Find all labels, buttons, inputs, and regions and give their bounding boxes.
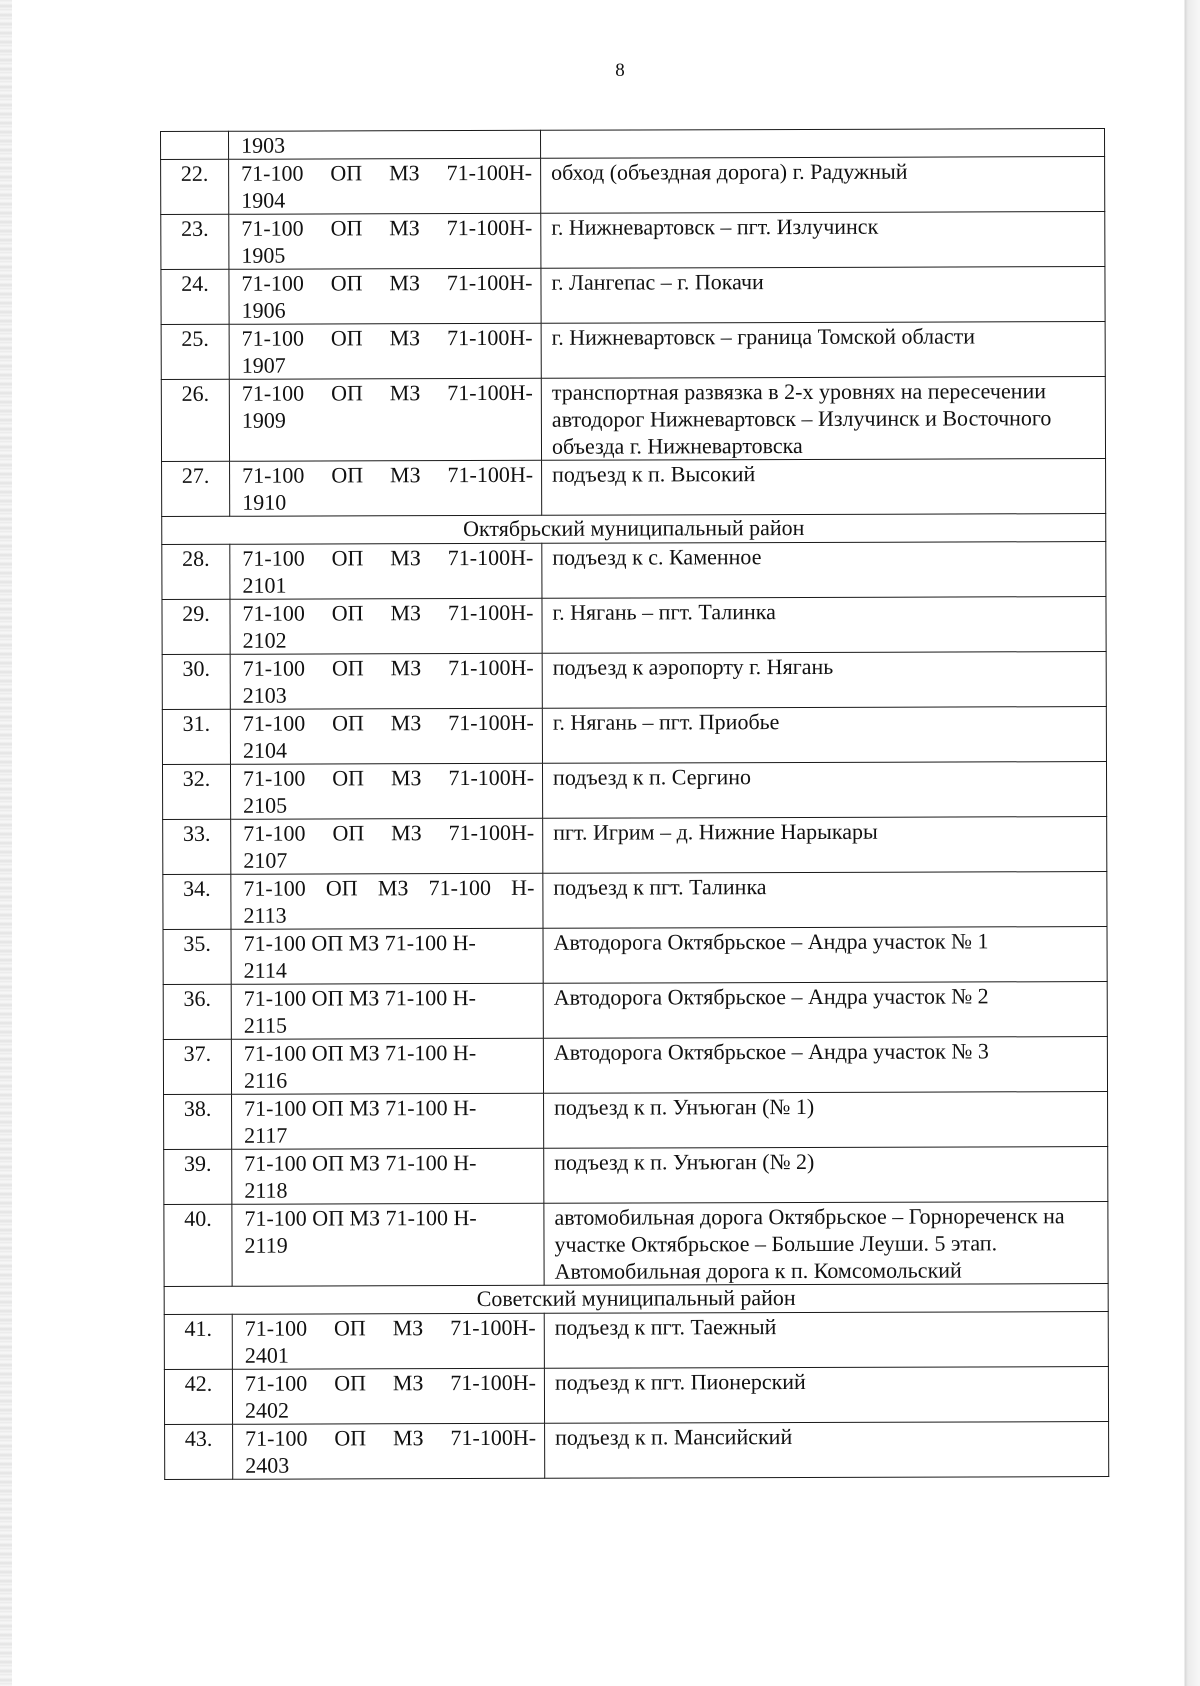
- road-code: [229, 158, 541, 214]
- road-code-part: МЗ: [390, 765, 422, 791]
- road-code-line2: 2115: [243, 1012, 288, 1038]
- table-row: [163, 1037, 1107, 1095]
- road-code-part: 71-100: [245, 1425, 308, 1451]
- road-code-part: 71-100: [241, 325, 305, 351]
- road-code-part: 71-100: [242, 600, 305, 626]
- road-code: [230, 543, 542, 599]
- road-code-line2: 2116: [243, 1067, 288, 1093]
- road-code: [231, 983, 543, 1039]
- road-code-part: 71-100Н-: [450, 1424, 537, 1451]
- table-row: [161, 322, 1105, 380]
- section-row-sovetsky: [164, 1284, 1108, 1315]
- row-number: 29.: [162, 599, 230, 654]
- table-row: [164, 1312, 1108, 1370]
- road-code-part: ОП: [332, 820, 365, 846]
- road-code-part: МЗ: [389, 215, 420, 241]
- road-code-part: 71-100Н-: [448, 709, 534, 736]
- road-code-part: 71-100Н-: [448, 654, 534, 681]
- road-code: [232, 1203, 544, 1286]
- road-code: [230, 708, 542, 764]
- table-row: [162, 762, 1106, 820]
- road-code-part: 71-100Н-: [447, 379, 533, 406]
- road-description: подъезд к п. Унъюган (№ 2): [544, 1147, 1108, 1204]
- road-description: Автодорога Октябрьское – Андра участок № 2: [543, 982, 1107, 1039]
- row-number: 28.: [162, 544, 230, 599]
- road-code-line1: 71-100 ОП МЗ 71-100 Н-: [244, 1205, 477, 1231]
- road-code-part: ОП: [331, 462, 364, 488]
- table-row: [161, 157, 1105, 215]
- road-description: подъезд к п. Сергино: [542, 762, 1106, 819]
- road-code: [230, 653, 542, 709]
- road-description: автомобильная дорога Октябрьское – Горнореченск на участке Октябрьское – Большие Леуши. 5 этап. Автомобильная дорога к п. Комсомольский: [544, 1202, 1108, 1286]
- road-code-part: МЗ: [392, 1425, 424, 1451]
- scan-edge-right: [1154, 0, 1200, 1686]
- row-number: 33.: [163, 819, 231, 874]
- road-description: обход (объездная дорога) г. Радужный: [541, 157, 1105, 214]
- scan-edge-left: [0, 0, 12, 1686]
- road-code-part: ОП: [332, 710, 364, 736]
- road-code-line2: 2113: [243, 902, 287, 928]
- table-row: [163, 817, 1107, 875]
- road-code-part: 71-100Н-: [446, 159, 533, 186]
- table-row: [161, 267, 1105, 325]
- road-code-line2: 2119: [244, 1232, 288, 1258]
- row-number: 42.: [164, 1369, 232, 1424]
- road-code: [231, 873, 543, 929]
- road-code-part: 71-100: [241, 380, 305, 406]
- road-code-part: 71-100Н-: [447, 461, 534, 488]
- road-code: [229, 213, 541, 269]
- road-code-line2: 1909: [241, 407, 286, 433]
- table-row: [162, 652, 1106, 710]
- road-code-line1: 71-100 ОП МЗ 71-100 Н-: [244, 1150, 477, 1176]
- road-code-part: 71-100: [242, 710, 306, 736]
- table-row: [162, 542, 1106, 600]
- road-description: Автодорога Октябрьское – Андра участок № 1: [543, 927, 1107, 984]
- road-description: подъезд к п. Унъюган (№ 1): [544, 1092, 1108, 1149]
- table-row: [161, 212, 1105, 270]
- table-row: [165, 1422, 1109, 1480]
- road-code-part: 71-100Н-: [447, 544, 534, 571]
- road-code: [229, 130, 541, 159]
- road-code-part: МЗ: [377, 875, 409, 901]
- road-code-line1: [245, 1424, 536, 1452]
- table-row: [162, 459, 1106, 517]
- page-number: 8: [615, 60, 625, 81]
- road-code-line1: 71-100 ОП МЗ 71-100 Н-: [243, 985, 476, 1011]
- road-description: г. Нягань – пгт. Приобье: [542, 707, 1106, 764]
- road-code-part: МЗ: [391, 820, 422, 846]
- road-code-part: МЗ: [389, 462, 421, 488]
- road-code-line2: 1907: [241, 352, 286, 378]
- road-code-part: 71-100: [241, 270, 304, 296]
- road-code-part: 71-100: [241, 160, 304, 186]
- road-description: подъезд к пгт. Талинка: [543, 872, 1107, 929]
- road-code-part: ОП: [332, 765, 365, 791]
- table-row: [164, 1367, 1108, 1425]
- road-description: подъезд к п. Высокий: [542, 459, 1106, 516]
- row-number: 25.: [161, 324, 229, 379]
- road-code-part: МЗ: [389, 325, 421, 351]
- road-code-part: 71-100Н-: [448, 819, 535, 846]
- road-code-line2: 2102: [242, 627, 287, 653]
- road-description: [540, 129, 1104, 159]
- road-code-line2: 2401: [244, 1342, 289, 1368]
- road-code-line2: 1903: [241, 132, 286, 158]
- road-code-line1: [241, 269, 532, 297]
- road-description: подъезд к с. Каменное: [542, 542, 1106, 599]
- section-heading: Советский муниципальный район: [164, 1284, 1108, 1315]
- row-number: 35.: [163, 929, 231, 984]
- road-code-part: 71-100: [242, 545, 305, 571]
- road-code-part: ОП: [331, 380, 363, 406]
- row-number: 36.: [163, 984, 231, 1039]
- table-row: [162, 597, 1106, 655]
- road-code-part: 71-100: [243, 820, 306, 846]
- road-code-line1: [243, 764, 534, 792]
- road-code-line1: [242, 544, 533, 572]
- road-code-line2: 2104: [242, 737, 287, 763]
- row-number: 26.: [161, 379, 229, 461]
- road-code-part: ОП: [330, 325, 363, 351]
- road-code-line1: [242, 461, 533, 489]
- road-code-part: 71-100Н-: [447, 324, 533, 351]
- road-description: подъезд к пгт. Таежный: [544, 1312, 1108, 1369]
- table-row: [163, 872, 1107, 930]
- road-code-part: 71-100: [428, 874, 492, 901]
- road-code-line2: 2118: [244, 1177, 288, 1203]
- road-code-line2: 2114: [243, 957, 287, 983]
- table-row: [163, 982, 1107, 1040]
- road-code-part: ОП: [334, 1370, 366, 1396]
- road-code-part: Н-: [511, 874, 535, 900]
- road-code-part: 71-100: [243, 875, 306, 901]
- road-code-line2: 2402: [244, 1397, 290, 1423]
- row-number: 41.: [164, 1314, 232, 1369]
- road-code: [233, 1423, 545, 1479]
- road-code-part: ОП: [330, 160, 363, 186]
- road-code-part: ОП: [334, 1425, 367, 1451]
- road-code-part: МЗ: [390, 710, 422, 736]
- row-number: [161, 131, 229, 159]
- roads-table: [160, 128, 1109, 1480]
- road-code-line1: [243, 709, 534, 737]
- road-code-part: МЗ: [389, 160, 420, 186]
- table-row: [164, 1147, 1108, 1205]
- road-code: [230, 460, 542, 516]
- row-number: 40.: [164, 1204, 232, 1286]
- road-code-line1: 71-100 ОП МЗ 71-100 Н-: [243, 1040, 477, 1066]
- road-code-line1: [243, 874, 534, 902]
- road-code-part: МЗ: [392, 1315, 424, 1341]
- road-description: подъезд к п. Мансийский: [545, 1422, 1109, 1479]
- road-code-part: ОП: [330, 270, 363, 296]
- table-row: [162, 707, 1106, 765]
- road-code-line1: 71-100 ОП МЗ 71-100 Н-: [244, 1095, 477, 1121]
- road-code-part: ОП: [331, 600, 364, 626]
- road-code-line1: [242, 599, 533, 627]
- road-code-line1: [241, 214, 532, 242]
- road-code-part: МЗ: [389, 380, 421, 406]
- road-code: [230, 598, 542, 654]
- road-code: [232, 1313, 544, 1369]
- road-code-part: ОП: [325, 875, 358, 901]
- row-number: 37.: [163, 1039, 231, 1094]
- road-code-part: МЗ: [389, 270, 421, 296]
- row-number: 43.: [165, 1424, 233, 1479]
- row-number: 32.: [162, 764, 230, 819]
- road-description: г. Лангепас – г. Покачи: [541, 267, 1105, 324]
- table-row: [164, 1092, 1108, 1150]
- row-number: 31.: [162, 709, 230, 764]
- road-code: [232, 1368, 544, 1424]
- road-code-line2: 1910: [242, 489, 287, 515]
- road-code-line1: [241, 159, 532, 187]
- row-number: 27.: [162, 461, 230, 516]
- road-code: [231, 928, 543, 984]
- road-description: г. Нижневартовск – пгт. Излучинск: [541, 212, 1105, 269]
- road-code-part: 71-100Н-: [446, 269, 533, 296]
- road-code-part: 71-100: [242, 462, 305, 488]
- road-description: подъезд к аэропорту г. Нягань: [542, 652, 1106, 709]
- road-code-part: 71-100Н-: [448, 764, 535, 791]
- road-description: подъезд к пгт. Пионерский: [544, 1367, 1108, 1424]
- road-code: [230, 763, 542, 819]
- table-row-continuation: [161, 129, 1105, 160]
- road-code: [229, 378, 541, 461]
- road-code-part: 71-100Н-: [450, 1314, 536, 1341]
- road-code-part: МЗ: [390, 545, 421, 571]
- road-code: [229, 323, 541, 379]
- road-code-part: ОП: [330, 215, 363, 241]
- section-heading: Октябрьский муниципальный район: [162, 514, 1106, 545]
- road-code-line2: 2105: [243, 792, 288, 818]
- row-number: 23.: [161, 214, 229, 269]
- road-code-part: 71-100: [244, 1370, 308, 1396]
- road-code-part: ОП: [333, 1315, 366, 1341]
- road-code-line1: [242, 379, 533, 407]
- road-code-part: ОП: [331, 655, 364, 681]
- road-code-line2: 1906: [241, 297, 286, 323]
- roads-table-body: [161, 129, 1109, 1480]
- road-code-line2: 2107: [243, 847, 288, 873]
- road-code-line1: [245, 1314, 536, 1342]
- road-code-line2: 2403: [245, 1452, 290, 1478]
- road-code-line1: 71-100 ОП МЗ 71-100 Н-: [243, 930, 476, 956]
- road-code-line1: [243, 654, 534, 682]
- road-code-part: 71-100: [244, 1315, 308, 1341]
- table-row: [163, 927, 1107, 985]
- road-code: [231, 818, 543, 874]
- road-code-line2: 2101: [242, 572, 287, 598]
- road-code: [231, 1038, 543, 1094]
- road-code-part: 71-100Н-: [450, 1369, 536, 1396]
- row-number: 22.: [161, 159, 229, 214]
- road-code-part: МЗ: [390, 655, 422, 681]
- row-number: 30.: [162, 654, 230, 709]
- row-number: 39.: [164, 1149, 232, 1204]
- row-number: 34.: [163, 874, 231, 929]
- road-code-part: 71-100: [241, 215, 304, 241]
- road-code: [232, 1093, 544, 1149]
- road-code-line2: 1905: [241, 242, 286, 268]
- road-code-line2: 1904: [241, 187, 286, 213]
- road-code: [229, 268, 541, 324]
- row-number: 24.: [161, 269, 229, 324]
- road-description: пгт. Игрим – д. Нижние Нарыкары: [543, 817, 1107, 874]
- road-code-line1: [242, 324, 533, 352]
- road-description: г. Нижневартовск – граница Томской области: [541, 322, 1105, 379]
- road-code-part: 71-100Н-: [447, 599, 534, 626]
- road-description: транспортная развязка в 2-х уровнях на пересечении автодорог Нижневартовск – Излучинск и Восточного объезда г. Нижневартовска: [541, 377, 1105, 461]
- road-code-part: ОП: [331, 545, 364, 571]
- table-row: [161, 377, 1105, 462]
- section-row-oktyabrsky: [162, 514, 1106, 545]
- road-code-part: 71-100: [242, 765, 306, 791]
- road-code-part: 71-100: [242, 655, 306, 681]
- road-code-part: 71-100Н-: [446, 214, 533, 241]
- road-description: г. Нягань – пгт. Талинка: [542, 597, 1106, 654]
- row-number: 38.: [164, 1094, 232, 1149]
- road-code: [232, 1148, 544, 1204]
- road-code-line1: [245, 1369, 536, 1397]
- road-code-line2: 2117: [244, 1122, 288, 1148]
- road-description: Автодорога Октябрьское – Андра участок № 3: [543, 1037, 1107, 1094]
- table-row: [164, 1202, 1108, 1287]
- road-code-part: МЗ: [390, 600, 422, 626]
- road-code-part: МЗ: [392, 1370, 424, 1396]
- road-code-line2: 2103: [242, 682, 287, 708]
- road-code-line1: [243, 819, 534, 847]
